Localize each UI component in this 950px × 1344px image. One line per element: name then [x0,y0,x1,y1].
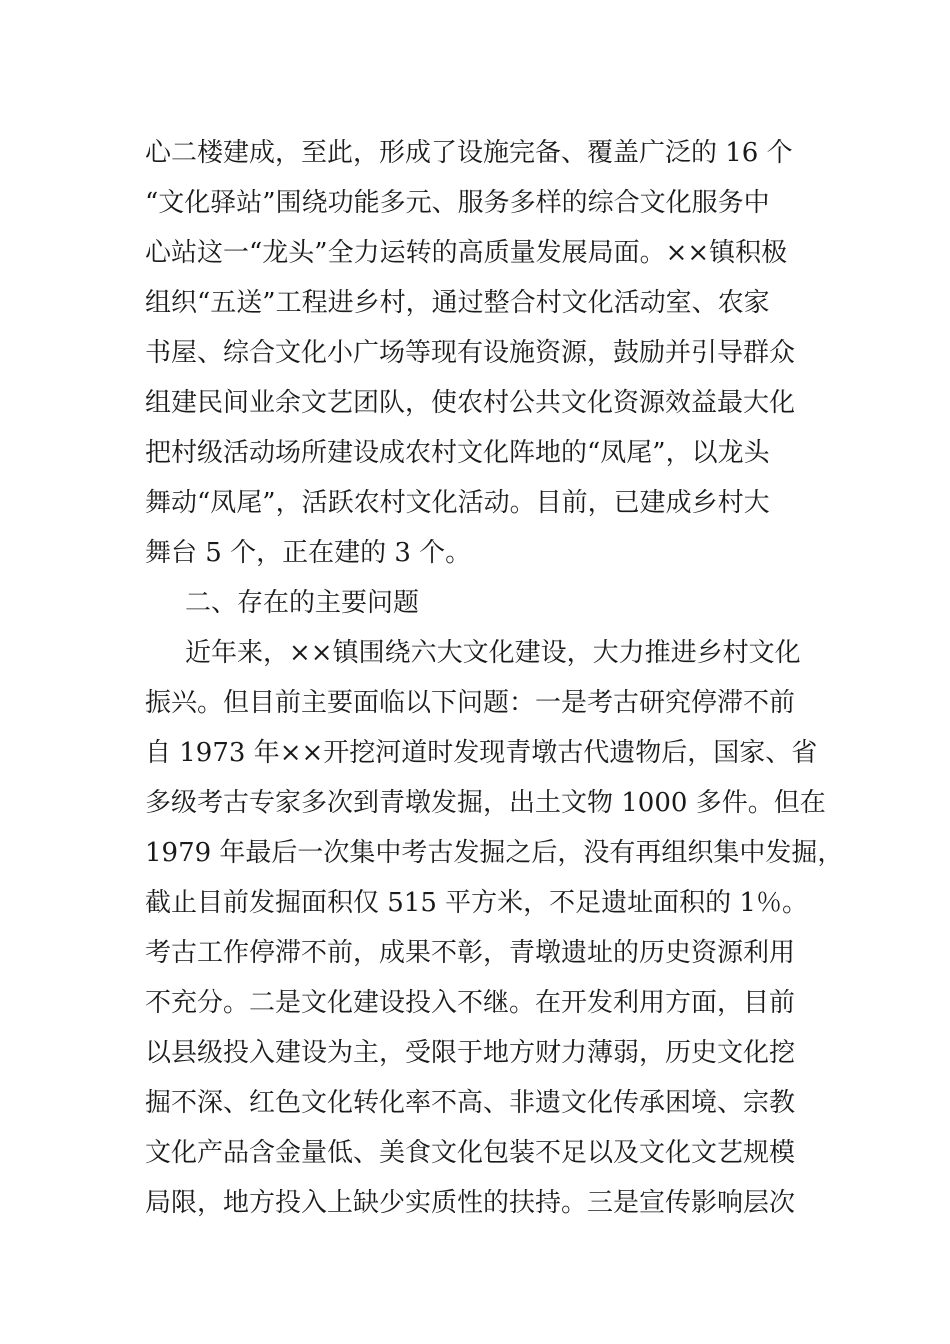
text-line: 掘不深、红色文化转化率不高、非遗文化传承困境、宗教 [145,1088,796,1118]
text-line: 近年来，××镇围绕六大文化建设，大力推进乡村文化 [185,638,801,668]
text-line: 振兴。但目前主要面临以下问题：一是考古研究停滞不前 [145,688,796,718]
document-body [145,128,844,1228]
text-line: 1979 年最后一次集中考古发掘之后，没有再组织集中发掘， [145,838,844,868]
text-line: 舞台 5 个，正在建的 3 个。 [145,538,472,568]
text-line: 截止目前发掘面积仅 515 平方米，不足遗址面积的 1％。 [145,888,808,918]
text-line: 局限，地方投入上缺少实质性的扶持。三是宣传影响层次 [145,1188,796,1218]
text-line: 考古工作停滞不前，成果不彰，青墩遗址的历史资源利用 [145,938,796,968]
text-line: 心二楼建成，至此，形成了设施完备、覆盖广泛的 16 个 [145,138,793,168]
text-line: 心站这一“龙头”全力运转的高质量发展局面。××镇积极 [145,238,788,268]
text-line: 不充分。二是文化建设投入不继。在开发利用方面，目前 [145,988,796,1018]
text-line: 多级考古专家多次到青墩发掘，出土文物 1000 多件。但在 [145,788,826,818]
text-line: 以县级投入建设为主，受限于地方财力薄弱，历史文化挖 [145,1038,796,1068]
text-line: 舞动“凤尾”，活跃农村文化活动。目前，已建成乡村大 [145,488,770,518]
text-line: “文化驿站”围绕功能多元、服务多样的综合文化服务中 [145,188,770,218]
text-line: 组建民间业余文艺团队，使农村公共文化资源效益最大化 [145,388,796,418]
section-heading: 二、存在的主要问题 [185,588,420,618]
text-line: 组织“五送”工程进乡村，通过整合村文化活动室、农家 [145,288,770,318]
text-line: 文化产品含金量低、美食文化包装不足以及文化文艺规模 [145,1138,796,1168]
text-line: 书屋、综合文化小广场等现有设施资源，鼓励并引导群众 [145,338,796,368]
text-line: 自 1973 年××开挖河道时发现青墩古代遗物后，国家、省 [145,738,818,768]
text-line: 把村级活动场所建设成农村文化阵地的“凤尾”，以龙头 [145,438,770,468]
